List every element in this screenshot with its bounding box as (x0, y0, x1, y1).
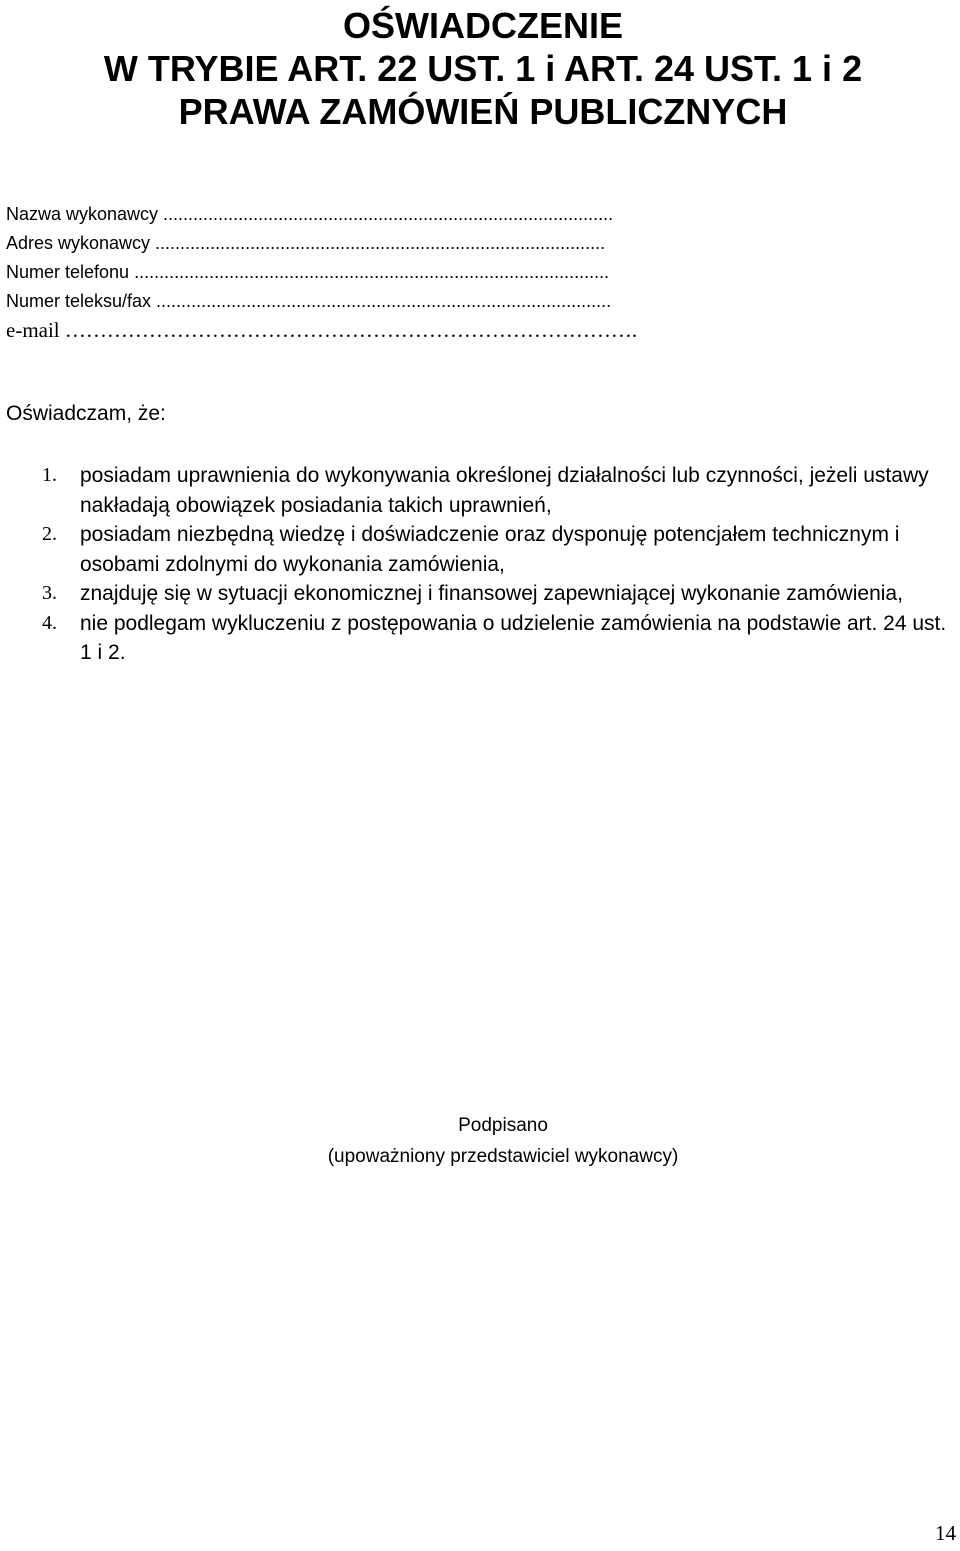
signature-block (0, 1110, 960, 1172)
statement-number: 2. (42, 523, 57, 545)
statement-number: 1. (42, 464, 57, 486)
statement-item (0, 609, 956, 668)
signature-caption: (upoważniony przedstawiciel wykonawcy) (327, 1146, 679, 1167)
statement-item (0, 579, 956, 609)
contractor-address-field: Adres wykonawcy .......................................................................................... (6, 233, 606, 253)
title-line-2: W TRYBIE ART. 22 UST. 1 i ART. 24 UST. 1 i 2 (103, 48, 863, 89)
contractor-fields (6, 200, 906, 345)
document-title (0, 4, 960, 133)
statement-text: posiadam uprawnienia do wykonywania określonej działalności lub czynności, jeżeli ustawy nakładają obowiązek posiadania takich uprawnień, (80, 464, 929, 517)
statement-list (0, 461, 956, 668)
statement-number: 4. (42, 611, 57, 634)
statement-number: 3. (42, 582, 57, 604)
statement-text: posiadam niezbędną wiedzę i doświadczenie oraz dysponuję potencjałem technicznym i osobami zdolnymi do wykonania zamówienia, (80, 523, 900, 576)
statement-item (0, 520, 956, 579)
title-line-3: PRAWA ZAMÓWIEŃ PUBLICZNYCH (178, 91, 788, 132)
page-number: 14 (935, 1521, 956, 1545)
declaration-intro: Oświadczam, że: (6, 402, 166, 425)
phone-number-field: Numer telefonu ............................................................................................... (6, 262, 610, 282)
title-line-1: OŚWIADCZENIE (342, 5, 623, 46)
statement-item (0, 461, 956, 520)
email-field: e-mail ………………………………………………………………………. (6, 318, 638, 342)
statement-text: znajduję się w sytuacji ekonomicznej i finansowej zapewniającej wykonanie zamówienia, (80, 582, 903, 605)
telex-fax-field: Numer teleksu/fax ........................................................................................... (6, 291, 612, 311)
statement-text: nie podlegam wykluczeniu z postępowania o udzielenie zamówienia na podstawie art. 24 ust. 1 i 2. (80, 611, 947, 664)
contractor-name-field: Nazwa wykonawcy .......................................................................................... (6, 204, 614, 224)
signature-label: Podpisano (458, 1115, 548, 1136)
